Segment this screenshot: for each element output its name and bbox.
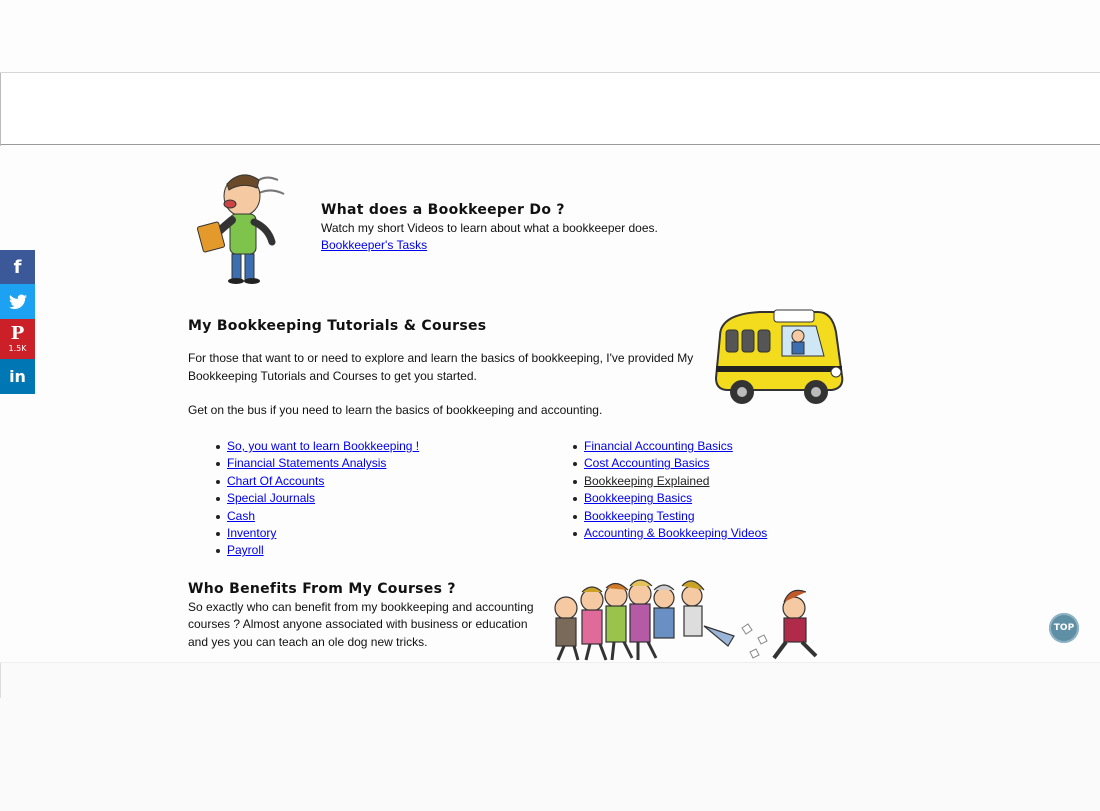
crowd-chase-cartoon-image bbox=[544, 576, 856, 664]
list-item bbox=[572, 525, 767, 542]
tutorials-para2: Get on the bus if you need to learn the basics of bookkeeping and accounting. bbox=[188, 403, 603, 417]
learn-bookkeeping-link[interactable]: So, you want to learn Bookkeeping ! bbox=[227, 439, 420, 453]
list-item bbox=[215, 525, 419, 542]
cost-accounting-basics-link[interactable]: Cost Accounting Basics bbox=[584, 456, 710, 471]
bookkeeping-basics-link[interactable]: Bookkeeping Basics bbox=[584, 491, 693, 506]
financial-statements-analysis-link[interactable]: Financial Statements Analysis bbox=[227, 456, 387, 471]
bookkeepers-tasks-link[interactable]: Bookkeeper's Tasks bbox=[321, 238, 428, 252]
list-item bbox=[215, 455, 419, 472]
financial-accounting-basics-link[interactable]: Financial Accounting Basics bbox=[584, 439, 733, 453]
list-item bbox=[572, 490, 767, 507]
accounting-bookkeeping-videos-link[interactable]: Accounting & Bookkeeping Videos bbox=[584, 525, 768, 540]
pinterest-icon: P bbox=[10, 323, 25, 344]
cash-link[interactable]: Cash bbox=[227, 508, 256, 523]
benefits-line1: So exactly who can benefit from my bookkeeping and accounting bbox=[188, 600, 534, 614]
bookkeeper-link-wrap bbox=[321, 237, 427, 255]
list-item bbox=[572, 508, 767, 525]
top-icon: TOP bbox=[1053, 623, 1075, 633]
benefits-heading: Who Benefits From My Courses ? bbox=[188, 581, 456, 597]
bookkeeper-text: Watch my short Videos to learn about what a bookkeeper does. bbox=[321, 221, 658, 235]
tutorial-links-left bbox=[215, 438, 419, 560]
linkedin-icon: in bbox=[9, 367, 26, 386]
social-share-bar bbox=[0, 250, 35, 394]
list-item bbox=[215, 473, 419, 490]
back-to-top-button[interactable] bbox=[1049, 613, 1079, 643]
payroll-link[interactable]: Payroll bbox=[227, 543, 264, 558]
bookkeeper-heading: What does a Bookkeeper Do ? bbox=[321, 202, 565, 218]
facebook-icon: f bbox=[13, 256, 22, 278]
inventory-link[interactable]: Inventory bbox=[227, 525, 277, 540]
facebook-share-button[interactable] bbox=[0, 250, 35, 284]
pinterest-count: 1.5K bbox=[8, 344, 27, 353]
tutorials-para1-line2: Bookkeeping Tutorials and Courses to get you started. bbox=[188, 369, 477, 383]
benefits-line2: courses ? Almost anyone associated with business or education bbox=[188, 617, 528, 631]
linkedin-share-button[interactable] bbox=[0, 359, 35, 394]
pinterest-share-button[interactable] bbox=[0, 319, 35, 359]
bookkeeper-cartoon-image bbox=[192, 168, 297, 286]
bookkeeping-testing-link[interactable]: Bookkeeping Testing bbox=[584, 508, 695, 523]
special-journals-link[interactable]: Special Journals bbox=[227, 491, 316, 506]
twitter-share-button[interactable] bbox=[0, 284, 35, 319]
bookkeeping-explained-link[interactable]: Bookkeeping Explained bbox=[584, 473, 710, 488]
list-item bbox=[215, 542, 419, 559]
tutorials-para1-line1: For those that want to or need to explore and learn the basics of bookkeeping, I've provided My bbox=[188, 351, 694, 365]
school-bus-cartoon-image bbox=[712, 306, 847, 410]
bottom-overlay-panel bbox=[0, 662, 1100, 811]
twitter-icon bbox=[9, 294, 27, 310]
chart-of-accounts-link[interactable]: Chart Of Accounts bbox=[227, 473, 325, 488]
list-item bbox=[572, 473, 767, 490]
tutorials-heading: My Bookkeeping Tutorials & Courses bbox=[188, 318, 487, 334]
list-item bbox=[215, 490, 419, 507]
benefits-line3: and yes you can teach an ole dog new tricks. bbox=[188, 635, 428, 649]
list-item bbox=[572, 455, 767, 472]
list-item bbox=[572, 438, 767, 455]
list-item bbox=[215, 508, 419, 525]
top-header-bar bbox=[0, 72, 1100, 145]
tutorial-links-right bbox=[572, 438, 767, 542]
list-item bbox=[215, 438, 419, 455]
